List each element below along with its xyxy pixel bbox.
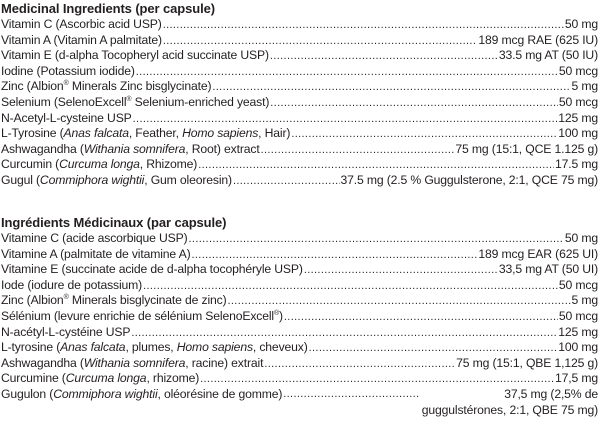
ingredient-amount: 33,5 mg AT (50 UI) (498, 262, 598, 277)
ingredient-row-vitamine-c (1, 231, 598, 247)
leader-dots (270, 49, 498, 65)
ingredient-amount: 75 mg (15:1, QCE 1.125 g) (455, 141, 598, 156)
english-ingredients-section (1, 0, 598, 189)
ingredient-name: Gugul (Commiphora wightii, Gum oleoresin) (1, 172, 232, 187)
ingredient-amount: 189 mcg EAR (625 UI) (478, 246, 598, 261)
ingredient-row-vitamine-e (1, 262, 598, 278)
registered-mark: ® (273, 309, 279, 317)
ingredient-row-ashwagandha (1, 142, 598, 158)
ingredient-name: Iodine (Potassium iodide) (1, 63, 135, 78)
ingredient-row-vitamin-c (1, 17, 598, 33)
ingredient-amount: 37.5 mg (2.5 % Guggulsterone, 2:1, QCE 75 mg) (340, 172, 598, 187)
leader-dots (131, 326, 557, 342)
ingredient-name: Ashwagandha (Withania somnifera, Root) extract (1, 141, 260, 156)
ingredient-amount: 33.5 mg AT (50 IU) (498, 48, 598, 63)
ingredient-amount: 37,5 mg (2,5% de guggulstérones, 2:1, QBE 75 mg) (421, 386, 598, 417)
ingredient-name: L-tyrosine (Anas falcata, plumes, Homo sapiens, cheveux) (1, 340, 308, 355)
ingredient-row-zinc-fr (1, 293, 598, 309)
leader-dots (143, 279, 558, 295)
ingredient-name: Zinc (Albion® Minerals Zinc bisglycinate) (1, 79, 212, 94)
leader-dots (198, 158, 554, 174)
registered-mark: ® (126, 95, 132, 103)
ingredient-amount: 50 mcg (558, 94, 598, 109)
ingredient-row-zinc (1, 79, 598, 95)
ingredient-amount: 100 mg (558, 126, 598, 141)
ingredient-amount: 5 mg (571, 293, 598, 308)
english-heading: Medicinal Ingredients (per capsule) (1, 1, 215, 16)
ingredient-name: Curcumin (Curcuma longa, Rhizome) (1, 157, 198, 172)
ingredient-row-selenium (1, 95, 598, 111)
ingredient-row-gugulon (1, 387, 598, 418)
leader-dots (270, 96, 558, 112)
ingredient-name: Vitamin C (Ascorbic acid USP) (1, 17, 162, 31)
leader-dots (133, 112, 558, 128)
ingredient-name: Iode (iodure de potassium) (1, 277, 143, 292)
ingredient-name: Vitamin A (Vitamin A palmitate) (1, 32, 162, 47)
ingredient-row-curcumine (1, 371, 598, 387)
ingredient-row-iode (1, 278, 598, 294)
ingredient-name: Vitamin E (d-alpha Tocopheryl acid succinate USP) (1, 48, 269, 63)
ingredient-name: N-acétyl-L-cystéine USP (1, 324, 131, 339)
leader-dots (212, 80, 570, 96)
leader-dots (163, 18, 564, 34)
french-heading: Ingrédients Médicinaux (par capsule) (1, 215, 227, 230)
leader-dots (283, 387, 419, 403)
ingredient-row-gugul (1, 173, 598, 189)
ingredient-name: Gugulon (Commiphora wightii, oléorésine de gomme) (1, 386, 283, 401)
leader-dots (189, 232, 564, 248)
registered-mark: ® (63, 294, 69, 302)
ingredient-amount: 17,5 mg (555, 371, 598, 386)
ingredient-row-curcumin (1, 157, 598, 173)
leader-dots (261, 143, 455, 159)
ingredient-row-ashwagandha-fr (1, 356, 598, 372)
ingredient-amount: 125 mg (558, 324, 598, 339)
ingredient-amount: 75 mg (15:1, QBE 1,125 g) (456, 355, 598, 370)
ingredient-name: Curcumine (Curcuma longa, rhizome) (1, 371, 200, 386)
ingredient-amount: 50 mcg (558, 308, 598, 323)
ingredient-row-vitamin-e (1, 48, 598, 64)
ingredient-name: N-Acetyl-L-cysteine USP (1, 110, 132, 125)
ingredient-row-nac-fr (1, 325, 598, 341)
ingredient-row-l-tyrosine-fr (1, 340, 598, 356)
leader-dots (163, 34, 478, 50)
ingredient-row-vitamine-a (1, 247, 598, 263)
ingredient-row-nac (1, 111, 598, 127)
leader-dots (264, 357, 455, 373)
ingredient-row-selenium-fr (1, 309, 598, 325)
ingredient-amount: 50 mg (564, 231, 598, 245)
ingredient-amount: 17.5 mg (555, 157, 598, 172)
ingredient-amount: 50 mg (564, 17, 598, 31)
ingredient-amount: 5 mg (571, 79, 598, 94)
leader-dots (233, 174, 340, 190)
ingredient-name: Zinc (Albion® Minerals bisglycinate de zinc) (1, 293, 227, 308)
leader-dots (200, 372, 554, 388)
ingredient-amount: 100 mg (558, 340, 598, 355)
ingredient-name: Selenium (SelenoExcell® Selenium-enriched yeast) (1, 94, 270, 109)
french-ingredients-section (1, 214, 598, 418)
ingredient-name: Sélénium (levure enrichie de sélénium SelenoExcell®) (1, 308, 283, 323)
ingredient-row-iodine (1, 64, 598, 80)
ingredient-name: Vitamine C (acide ascorbique USP) (1, 231, 188, 245)
ingredient-name: Vitamine A (palmitate de vitamine A) (1, 246, 191, 261)
leader-dots (191, 248, 477, 264)
ingredient-name: Ashwagandha (Withania somnifera, racine) extrait (1, 355, 264, 370)
registered-mark: ® (63, 80, 69, 88)
leader-dots (304, 263, 498, 279)
ingredient-amount: 50 mcg (558, 277, 598, 292)
leader-dots (228, 294, 571, 310)
ingredient-name: L-Tyrosine (Anas falcata, Feather, Homo sapiens, Hair) (1, 126, 291, 141)
ingredient-row-vitamin-a (1, 33, 598, 49)
leader-dots (309, 341, 558, 357)
ingredient-amount: 50 mcg (558, 63, 598, 78)
leader-dots (284, 310, 558, 326)
leader-dots (291, 127, 557, 143)
ingredient-amount: 189 mcg RAE (625 IU) (478, 32, 598, 47)
ingredient-amount: 125 mg (558, 110, 598, 125)
ingredient-name: Vitamine E (succinate acide de d-alpha tocophéryle USP) (1, 262, 303, 277)
ingredient-row-l-tyrosine (1, 126, 598, 142)
leader-dots (136, 65, 558, 81)
